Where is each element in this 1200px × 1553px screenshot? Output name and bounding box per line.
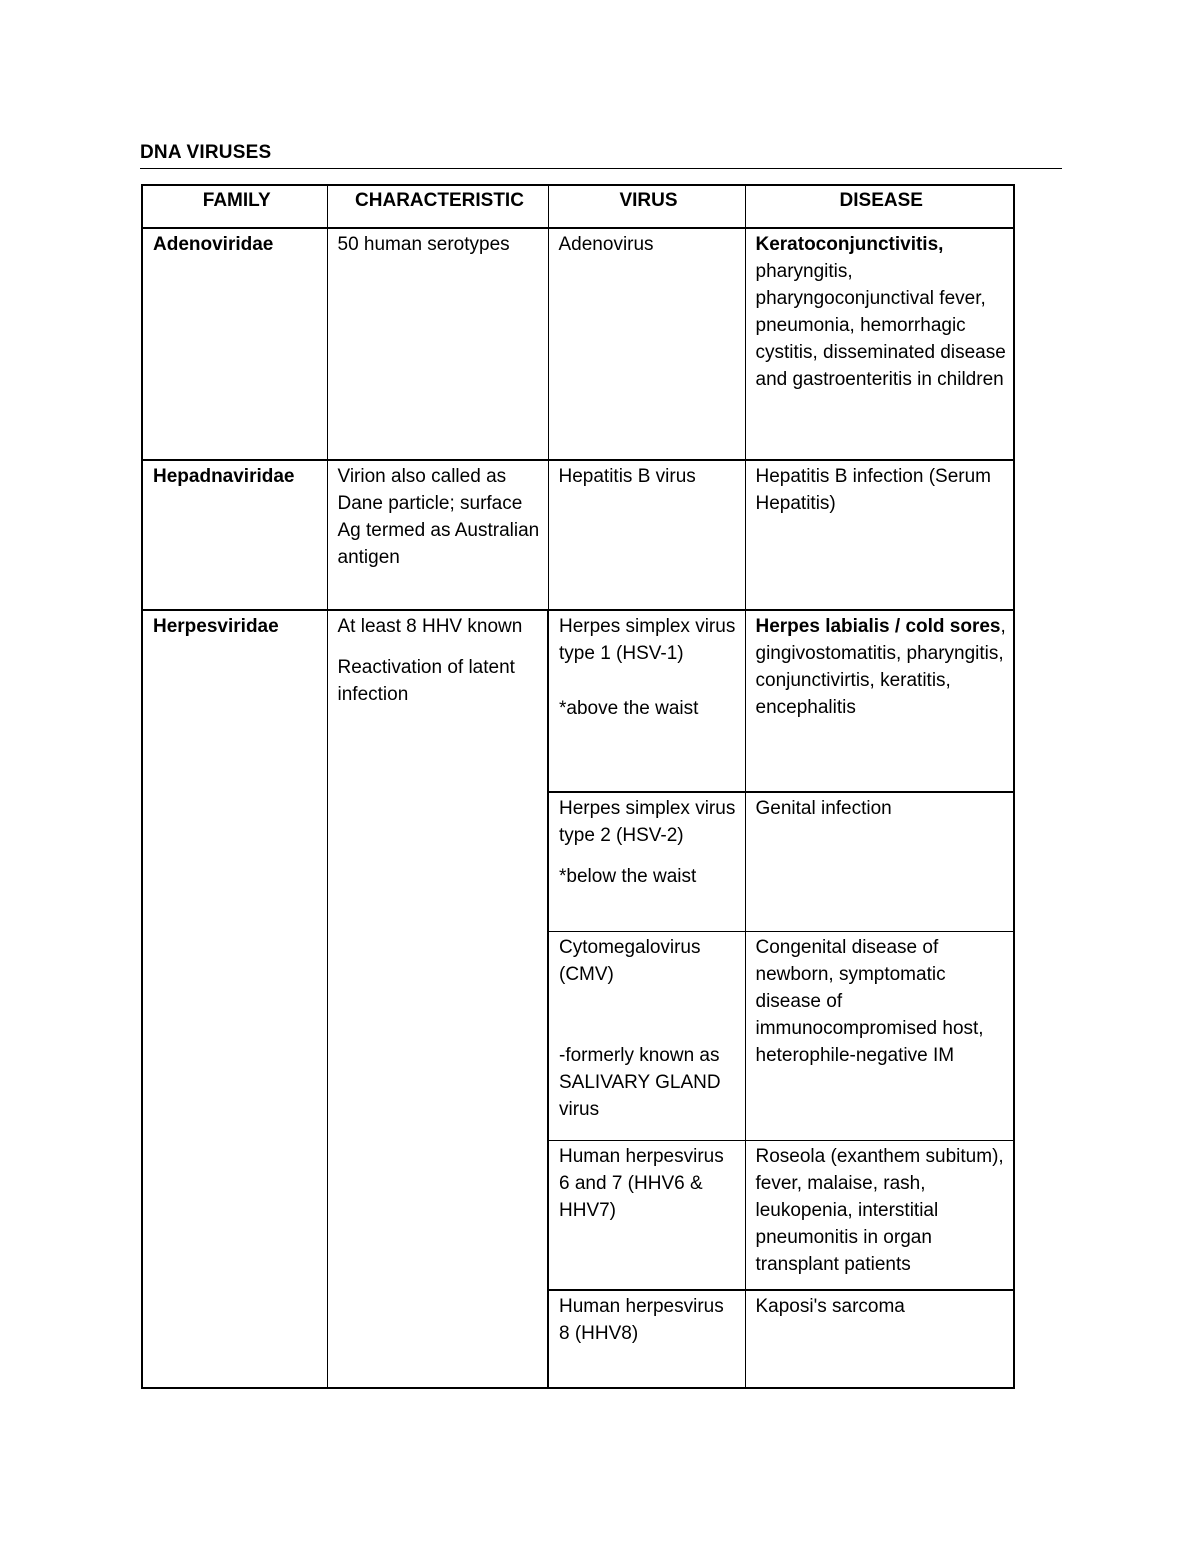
disease-bold-text: Keratoconjunctivitis, [755,234,944,255]
virus-cell: Hepatitis B virus [548,460,745,610]
virus-cell: Human herpesvirus 6 and 7 (HHV6 & HHV7) [548,1140,745,1290]
header-characteristic: CHARACTERISTIC [327,185,548,228]
disease-cell: Congenital disease of newborn, symptomatic disease of immunocompromised host, heterophile-negative IM [745,931,1014,1140]
disease-cell [745,610,1014,792]
virus-cell: Human herpesvirus 8 (HHV8) [548,1290,745,1388]
header-disease: DISEASE [745,185,1014,228]
characteristic-text: At least 8 HHV known [337,616,523,637]
family-cell: Herpesviridae [142,610,327,1388]
family-cell: Hepadnaviridae [142,460,327,610]
table-header-row [142,185,1014,228]
table-row [142,460,1014,610]
header-virus: VIRUS [548,185,745,228]
characteristic-cell: 50 human serotypes [327,228,548,460]
characteristic-cell [327,610,548,1388]
disease-text: , gingivostomatitis, pharyngitis, conjunctivirtis, keratitis, encephalitis [755,616,1006,718]
header-family: FAMILY [142,185,327,228]
disease-cell: Roseola (exanthem subitum), fever, malaise, rash, leukopenia, interstitial pneumonitis in organ transplant patients [745,1140,1014,1290]
characteristic-text: Reactivation of latent infection [337,657,515,705]
virus-name: Herpes simplex virus type 1 (HSV-1) [559,616,736,664]
virus-cell [548,792,745,931]
dna-virus-table [141,184,1015,1389]
virus-name: Herpes simplex virus type 2 (HSV-2) [559,798,736,846]
characteristic-cell: Virion also called as Dane particle; surface Ag termed as Australian antigen [327,460,548,610]
page-title: DNA VIRUSES [140,142,272,163]
heading-divider [140,168,1062,169]
disease-text: pharyngitis, pharyngoconjunctival fever, pneumonia, hemorrhagic cystitis, disseminated disease and gastroenteritis in children [755,261,1006,390]
virus-cell [548,931,745,1140]
table-row [142,610,1014,792]
disease-cell: Kaposi's sarcoma [745,1290,1014,1388]
virus-name: Cytomegalovirus (CMV) [559,936,701,985]
virus-cell: Adenovirus [548,228,745,460]
disease-cell [745,228,1014,460]
disease-cell: Genital infection [745,792,1014,931]
family-cell: Adenoviridae [142,228,327,460]
virus-note: *above the waist [559,698,699,719]
disease-cell: Hepatitis B infection (Serum Hepatitis) [745,460,1014,610]
virus-note: -formerly known as SALIVARY GLAND virus [559,1044,721,1120]
virus-note: *below the waist [559,866,697,887]
disease-bold-text: Herpes labialis / cold sores [755,616,1001,637]
virus-cell [548,610,745,792]
table-row [142,228,1014,460]
